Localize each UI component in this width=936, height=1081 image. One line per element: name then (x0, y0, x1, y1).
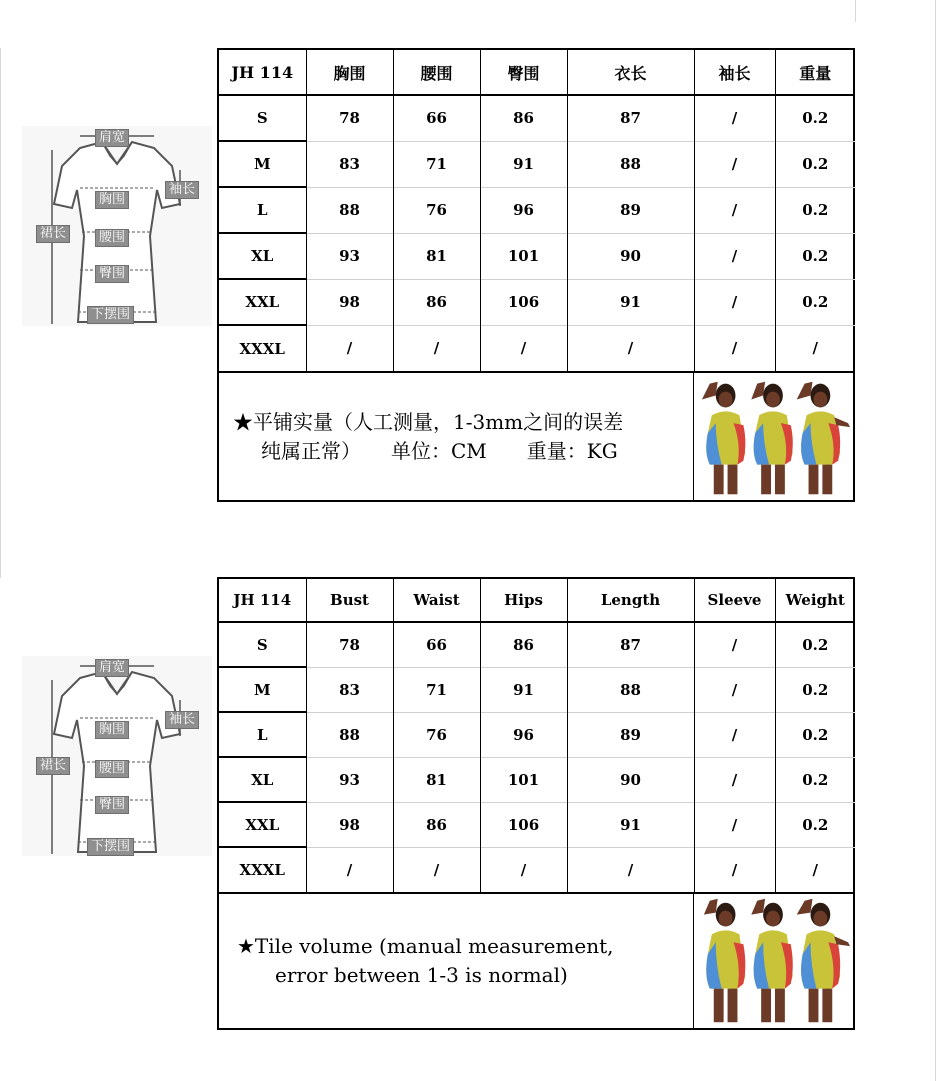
table-cell: 88 (567, 141, 694, 187)
table-cell: 0.2 (775, 233, 855, 279)
table-cell: 66 (393, 622, 480, 667)
header-cell: 胸围 (306, 50, 393, 95)
edge-line (0, 48, 1, 578)
table-row (219, 712, 855, 757)
table-cell: 71 (393, 667, 480, 712)
table-row (219, 95, 855, 141)
header-cell: 袖长 (694, 50, 775, 95)
table-cell: 91 (567, 279, 694, 325)
table-header-row (219, 50, 855, 95)
table-cell: 86 (480, 622, 567, 667)
size-cell: XXXL (219, 847, 306, 892)
size-chart-cn (217, 48, 855, 502)
header-cell: Bust (306, 579, 393, 622)
table-cell: 81 (393, 233, 480, 279)
table-cell: 0.2 (775, 667, 855, 712)
dress-outline-icon (22, 656, 212, 856)
table-cell: / (694, 802, 775, 847)
table-cell: 81 (393, 757, 480, 802)
table-cell: 98 (306, 279, 393, 325)
table-row (219, 187, 855, 233)
table-cell: / (480, 847, 567, 892)
table-cell: 89 (567, 187, 694, 233)
table-cell: / (694, 279, 775, 325)
garment-diagram (22, 656, 212, 856)
table-cell: / (306, 847, 393, 892)
table-cell: 83 (306, 667, 393, 712)
table-cell: / (694, 187, 775, 233)
table-cell: 0.2 (775, 187, 855, 233)
table-row (219, 802, 855, 847)
hem-label: 下摆围 (87, 306, 134, 324)
size-cell: S (256, 635, 268, 654)
table-cell: 93 (306, 757, 393, 802)
sleeve-label: 袖长 (165, 181, 199, 199)
header-cell: Sleeve (694, 579, 775, 622)
table-cell: / (393, 847, 480, 892)
size-table (219, 50, 855, 371)
table-cell: / (694, 712, 775, 757)
model-photo-icon (694, 894, 853, 1028)
waist-label: 腰围 (95, 229, 129, 247)
model-photo (693, 373, 853, 500)
table-cell: 87 (567, 622, 694, 667)
table-cell: 87 (567, 95, 694, 141)
table-cell: / (694, 622, 775, 667)
note-line: error between 1-3 is normal) (275, 963, 568, 987)
table-cell: 89 (567, 712, 694, 757)
table-header-row (219, 579, 855, 622)
edge-line (855, 0, 856, 22)
chest-label: 胸围 (95, 721, 129, 739)
table-cell: 0.2 (775, 279, 855, 325)
table-cell: / (306, 325, 393, 371)
table-cell: 0.2 (775, 802, 855, 847)
table-cell: 91 (480, 667, 567, 712)
table-cell: 0.2 (775, 95, 855, 141)
chest-label: 胸围 (95, 191, 129, 209)
table-row (219, 847, 855, 892)
table-cell: 88 (306, 712, 393, 757)
table-row (219, 279, 855, 325)
size-chart-en (217, 577, 855, 1030)
table-row (219, 667, 855, 712)
table-cell: 66 (393, 95, 480, 141)
table-cell: / (694, 233, 775, 279)
header-cell: Length (567, 579, 694, 622)
header-cell: 重量 (775, 50, 855, 95)
table-cell: / (393, 325, 480, 371)
note-line: 纯属正常） 单位：CM 重量：KG (261, 438, 618, 463)
table-cell: / (694, 847, 775, 892)
table-cell: 96 (480, 187, 567, 233)
hip-label: 臀围 (95, 265, 129, 283)
table-cell: / (775, 325, 855, 371)
hem-label: 下摆围 (87, 838, 134, 856)
size-table (219, 579, 855, 892)
note-row (219, 371, 853, 500)
table-cell: 98 (306, 802, 393, 847)
table-row (219, 233, 855, 279)
table-row (219, 325, 855, 371)
size-cell: M (219, 141, 306, 187)
model-photo (693, 894, 853, 1028)
size-cell: XL (219, 233, 306, 279)
header-cell: 衣长 (567, 50, 694, 95)
table-row (219, 141, 855, 187)
note-line: ★平铺实量（人工测量，1-3mm之间的误差 (233, 409, 624, 434)
table-cell: 0.2 (775, 712, 855, 757)
size-cell: M (219, 667, 306, 712)
measurement-note (219, 894, 693, 1028)
header-cell: Weight (775, 579, 855, 622)
size-cell: L (219, 187, 306, 233)
sleeve-label: 袖长 (165, 711, 199, 729)
hip-label: 臀围 (95, 796, 129, 814)
table-cell: / (694, 95, 775, 141)
table-cell: 0.2 (775, 622, 855, 667)
header-cell: JH 114 (219, 579, 306, 622)
header-cell: 腰围 (393, 50, 480, 95)
header-cell: 臀围 (480, 50, 567, 95)
table-cell: 106 (480, 802, 567, 847)
table-cell: 83 (306, 141, 393, 187)
table-cell: 76 (393, 187, 480, 233)
table-cell: / (567, 325, 694, 371)
table-cell: 106 (480, 279, 567, 325)
table-cell: 78 (306, 622, 393, 667)
table-cell: 93 (306, 233, 393, 279)
shoulder-label: 肩宽 (95, 129, 129, 147)
model-photo-icon (694, 373, 853, 500)
shoulder-label: 肩宽 (95, 659, 129, 677)
table-cell: / (694, 757, 775, 802)
table-row (219, 622, 855, 667)
note-row (219, 892, 853, 1028)
waist-label: 腰围 (95, 760, 129, 778)
size-cell: XXL (219, 279, 306, 325)
table-cell: 0.2 (775, 757, 855, 802)
table-cell: 78 (306, 95, 393, 141)
table-cell: / (694, 141, 775, 187)
table-cell: 88 (306, 187, 393, 233)
skirt-length-label: 裙长 (36, 757, 70, 775)
size-cell: XXL (219, 802, 306, 847)
size-cell: L (219, 712, 306, 757)
table-cell: / (694, 667, 775, 712)
table-cell: / (480, 325, 567, 371)
table-cell: 86 (393, 802, 480, 847)
table-cell: 71 (393, 141, 480, 187)
table-cell: 91 (567, 802, 694, 847)
garment-diagram (22, 126, 212, 326)
table-cell: 91 (480, 141, 567, 187)
table-cell: / (694, 325, 775, 371)
table-cell: / (775, 847, 855, 892)
header-cell: JH 114 (219, 50, 306, 95)
table-cell: / (567, 847, 694, 892)
table-cell: 90 (567, 233, 694, 279)
size-cell: XXXL (219, 325, 306, 371)
size-cell: S (256, 109, 268, 127)
header-cell: Waist (393, 579, 480, 622)
table-cell: 90 (567, 757, 694, 802)
note-line: ★Tile volume (manual measurement, (237, 934, 614, 958)
table-cell: 88 (567, 667, 694, 712)
table-cell: 101 (480, 233, 567, 279)
size-cell: XL (219, 757, 306, 802)
table-cell: 86 (480, 95, 567, 141)
table-cell: 101 (480, 757, 567, 802)
skirt-length-label: 裙长 (36, 225, 70, 243)
table-cell: 76 (393, 712, 480, 757)
table-cell: 0.2 (775, 141, 855, 187)
table-cell: 86 (393, 279, 480, 325)
table-row (219, 757, 855, 802)
measurement-note (219, 373, 693, 500)
header-cell: Hips (480, 579, 567, 622)
table-cell: 96 (480, 712, 567, 757)
